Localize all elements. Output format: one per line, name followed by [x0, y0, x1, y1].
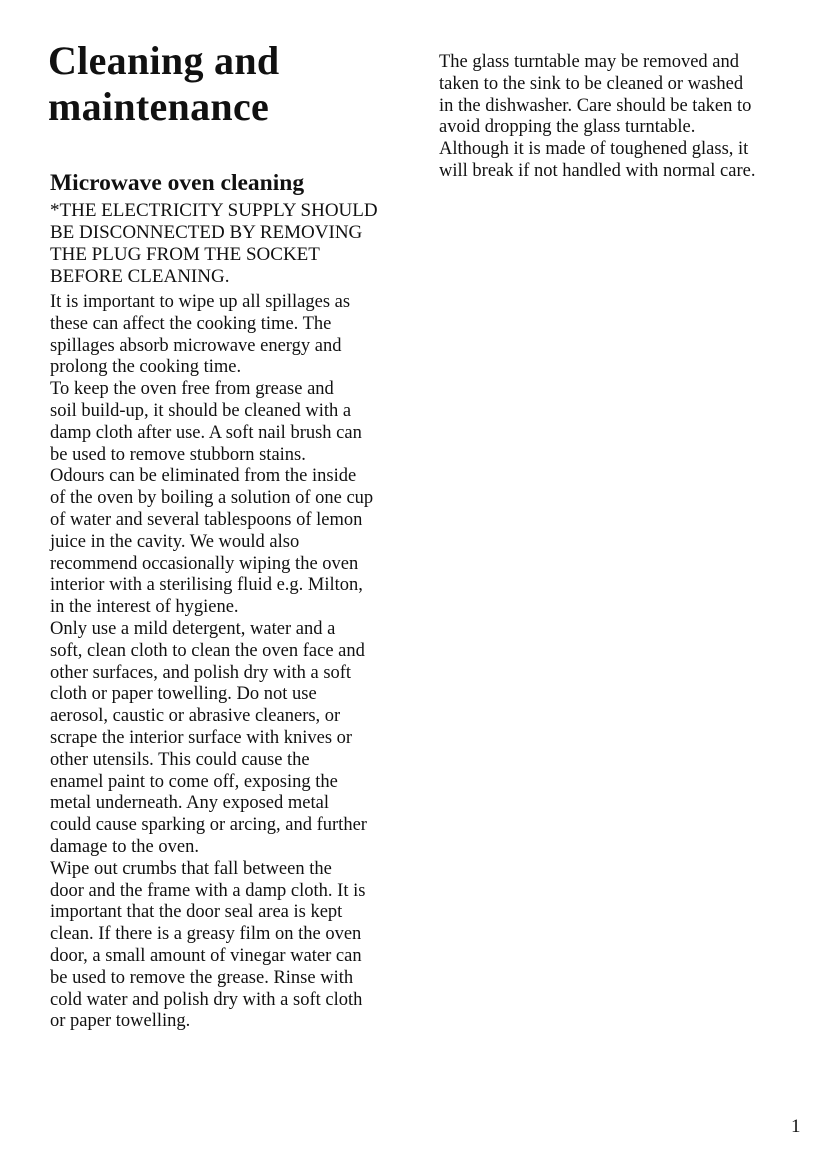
text-line: soil build-up, it should be cleaned with a — [50, 400, 352, 421]
text-line: of the oven by boiling a solution of one cup — [50, 488, 374, 509]
text-line: these can affect the cooking time. The — [50, 313, 332, 334]
title-line-2: maintenance — [48, 84, 270, 129]
warning-line: BEFORE CLEANING. — [50, 266, 230, 287]
text-line: avoid dropping the glass turntable. — [439, 117, 696, 138]
text-line: It is important to wipe up all spillages as — [50, 292, 351, 312]
text-line: other utensils. This could cause the — [50, 749, 310, 770]
text-line: taken to the sink to be cleaned or washed — [439, 73, 744, 94]
text-line: in the interest of hygiene. — [50, 597, 239, 618]
title-line-1: Cleaning and — [48, 38, 280, 83]
text-line: Although it is made of toughened glass, it — [439, 139, 749, 160]
text-line: scrape the interior surface with knives or — [50, 727, 353, 748]
right-column-body — [439, 52, 809, 183]
text-line: To keep the oven free from grease and — [50, 379, 334, 400]
text-line: be used to remove stubborn stains. — [50, 444, 306, 465]
text-line: or paper towelling. — [50, 1011, 191, 1032]
text-line: in the dishwasher. Care should be taken to — [439, 95, 752, 116]
text-line: important that the door seal area is kept — [50, 902, 343, 923]
text-line: soft, clean cloth to clean the oven face and — [50, 640, 365, 661]
text-line: door and the frame with a damp cloth. It is — [50, 880, 366, 901]
warning-line: THE PLUG FROM THE SOCKET — [50, 244, 320, 265]
text-line: damp cloth after use. A soft nail brush can — [50, 422, 362, 443]
text-line: clean. If there is a greasy film on the oven — [50, 924, 362, 945]
text-line: spillages absorb microwave energy and — [50, 335, 342, 356]
text-line: Wipe out crumbs that fall between the — [50, 858, 332, 879]
text-line: enamel paint to come off, exposing the — [50, 771, 338, 792]
text-line: Odours can be eliminated from the inside — [50, 466, 357, 487]
text-line: recommend occasionally wiping the oven — [50, 553, 359, 574]
text-line: other surfaces, and polish dry with a soft — [50, 662, 352, 683]
text-line: aerosol, caustic or abrasive cleaners, or — [50, 706, 341, 727]
page-number: 1 — [791, 1116, 801, 1137]
text-line: prolong the cooking time. — [50, 357, 242, 378]
warning-line: BE DISCONNECTED BY REMOVING — [50, 222, 363, 243]
text-line: Only use a mild detergent, water and a — [50, 618, 336, 639]
text-line: will break if not handled with normal care. — [439, 160, 756, 181]
text-line: cloth or paper towelling. Do not use — [50, 684, 317, 705]
safety-warning — [50, 200, 430, 288]
warning-line: *THE ELECTRICITY SUPPLY SHOULD — [50, 200, 378, 221]
text-line: could cause sparking or arcing, and further — [50, 815, 367, 836]
text-line: metal underneath. Any exposed metal — [50, 793, 329, 814]
text-line: door, a small amount of vinegar water can — [50, 945, 362, 966]
page-title — [48, 38, 408, 130]
text-line: damage to the oven. — [50, 836, 199, 857]
text-line: interior with a sterilising fluid e.g. Milton, — [50, 575, 363, 596]
left-column-body — [50, 292, 430, 1033]
text-line: of water and several tablespoons of lemon — [50, 509, 363, 530]
text-line: be used to remove the grease. Rinse with — [50, 967, 354, 988]
text-line: juice in the cavity. We would also — [50, 531, 300, 552]
section-heading: Microwave oven cleaning — [50, 170, 305, 196]
text-line: cold water and polish dry with a soft cloth — [50, 989, 363, 1010]
text-line: The glass turntable may be removed and — [439, 52, 740, 72]
